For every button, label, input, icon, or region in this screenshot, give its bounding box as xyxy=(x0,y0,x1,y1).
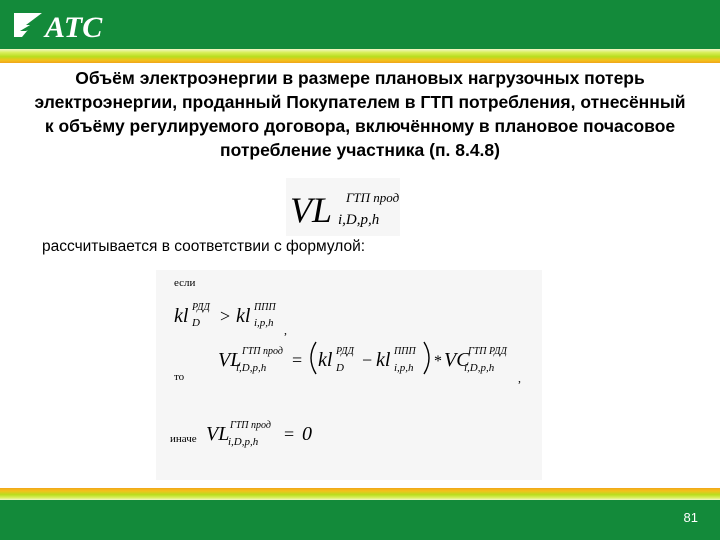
vl-else-sup: ГТП прод xyxy=(230,420,271,431)
calc-text: рассчитывается в соответствии с формулой: xyxy=(42,238,366,255)
paren-open xyxy=(311,342,316,374)
kl-rdd: kl xyxy=(174,305,189,327)
eq-sign-1: = xyxy=(292,350,303,370)
logo xyxy=(12,9,132,41)
kl-ppp-sup: ППП xyxy=(254,302,276,313)
kl-ppp-2-sub: i,p,h xyxy=(394,362,414,374)
paren-close xyxy=(424,342,429,374)
formula-image xyxy=(156,270,542,480)
kl-rdd-sup: РДД xyxy=(192,302,210,313)
zero-value: 0 xyxy=(302,423,312,445)
if-word: если xyxy=(174,277,196,289)
else-word: иначе xyxy=(170,433,197,445)
logo-text: АТС xyxy=(45,11,103,41)
page-number: 81 xyxy=(683,510,698,525)
header-stripe xyxy=(0,49,720,63)
star-sign: * xyxy=(434,353,442,370)
footer-bar xyxy=(0,500,720,540)
vc-term: VC xyxy=(444,349,470,371)
vl-lhs-sup: ГТП прод xyxy=(242,346,283,357)
kl-rdd-sub: D xyxy=(192,317,200,329)
kl-ppp-sub: i,p,h xyxy=(254,317,274,329)
kl-rdd-2: kl xyxy=(318,349,333,371)
kl-rdd-2-sup: РДД xyxy=(336,346,354,357)
header-bar xyxy=(0,0,720,49)
gt-sign: > xyxy=(220,306,231,326)
var-sup: ГТП прод xyxy=(346,190,400,205)
comma-1: , xyxy=(284,323,287,337)
minus-sign: − xyxy=(362,350,373,370)
logo-stripes-icon xyxy=(14,13,42,37)
var-base: VL xyxy=(290,190,333,230)
vc-sup: ГТП РДД xyxy=(468,346,507,357)
then-word: то xyxy=(174,371,185,383)
var-sub: i,D,p,h xyxy=(338,212,380,228)
comma-2: , xyxy=(518,371,521,385)
kl-rdd-2-sub: D xyxy=(336,362,344,374)
vl-else: VL xyxy=(206,423,230,445)
vl-lhs: VL xyxy=(218,349,242,371)
kl-ppp-2-sup: ППП xyxy=(394,346,416,357)
eq-sign-2: = xyxy=(284,424,295,444)
vl-else-sub: i,D,p,h xyxy=(228,436,259,448)
kl-ppp-2: kl xyxy=(376,349,391,371)
kl-ppp: kl xyxy=(236,305,251,327)
footer-stripe xyxy=(0,488,720,500)
vc-sub: i,D,p,h xyxy=(464,362,495,374)
slide-title: Объём электроэнергии в размере плановых нагрузочных потерь электроэнергии, проданный Покупателем в ГТП потребления, отнесённый к объёму регулируемого договора, включённому в плановое почасовое потребление участника (п. 8.4.8) xyxy=(34,68,686,160)
vl-lhs-sub: i,D,p,h xyxy=(236,362,267,374)
variable-image xyxy=(286,178,400,236)
